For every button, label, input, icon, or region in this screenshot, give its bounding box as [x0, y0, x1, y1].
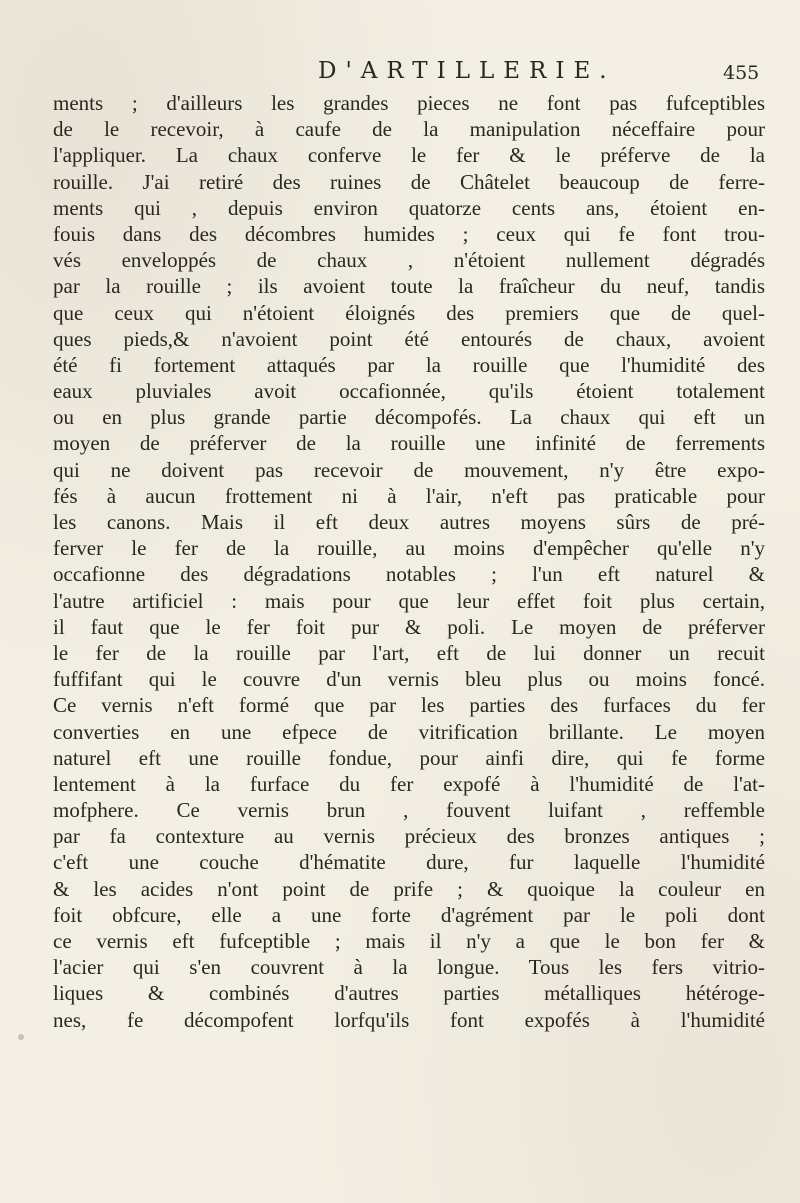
text-line: ques pieds,& n'avoient point été entourés de chaux, avoient [53, 326, 765, 351]
text-line: naturel eft une rouille fondue, pour ainfi dire, qui fe forme [53, 745, 765, 770]
text-line: l'appliquer. La chaux conferve le fer & le préferve de la [53, 143, 765, 168]
text-line: l'autre artificiel : mais pour que leur effet foit plus certain, [53, 588, 765, 613]
page-number: 455 [723, 62, 760, 84]
text-line: les canons. Mais il eft deux autres moyens sûrs de pré- [53, 510, 765, 534]
text-line: occafionne des dégradations notables ; l'un eft naturel & [53, 562, 765, 587]
body-text [53, 90, 765, 1033]
text-line: rouille. J'ai retiré des ruines de Châtelet beaucoup de ferre- [53, 169, 765, 194]
text-line: il faut que le fer foit pur & poli. Le moyen de préferver [53, 614, 765, 639]
text-line: ments qui , depuis environ quatorze cents ans, étoient en- [53, 195, 765, 220]
text-line: moyen de préferver de la rouille une infinité de ferrements [53, 431, 765, 456]
text-line: nes, fe décompofent lorfqu'ils font expofés à l'humidité [53, 1007, 765, 1032]
text-line: fouis dans des décombres humides ; ceux qui fe font trou- [53, 221, 765, 246]
text-line: ferver le fer de la rouille, au moins d'empêcher qu'elle n'y [53, 536, 765, 561]
text-line: l'acier qui s'en couvrent à la longue. Tous les fers vitrio- [53, 955, 765, 980]
text-line: liques & combinés d'autres parties métalliques hétéroge- [53, 981, 765, 1006]
text-line: Ce vernis n'eft formé que par les parties des furfaces du fer [53, 693, 765, 718]
text-line: que ceux qui n'étoient éloignés des premiers que de quel- [53, 300, 765, 325]
text-line: mofphere. Ce vernis brun , fouvent luifant , reffemble [53, 798, 765, 823]
text-line: qui ne doivent pas recevoir de mouvement, n'y être expo- [53, 457, 765, 482]
ink-speck [18, 1034, 24, 1040]
text-line: été fi fortement attaqués par la rouille que l'humidité des [53, 352, 765, 377]
text-line: eaux pluviales avoit occafionnée, qu'ils étoient totalement [53, 379, 765, 404]
text-line: foit obfcure, elle a une forte d'agrément par le poli dont [53, 902, 765, 927]
text-line: lentement à la furface du fer expofé à l'humidité de l'at- [53, 771, 765, 796]
text-line: & les acides n'ont point de prife ; & quoique la couleur en [53, 876, 765, 901]
text-line: par la rouille ; ils avoient toute la fraîcheur du neuf, tandis [53, 274, 765, 299]
text-line: le fer de la rouille par l'art, eft de lui donner un recuit [53, 640, 765, 665]
text-line: fés à aucun frottement ni à l'air, n'eft pas praticable pour [53, 483, 765, 508]
text-line: de le recevoir, à caufe de la manipulation néceffaire pour [53, 117, 765, 142]
text-line: converties en une efpece de vitrification brillante. Le moyen [53, 719, 765, 744]
text-line: ou en plus grande partie décompofés. La chaux qui eft un [53, 405, 765, 430]
running-head [0, 50, 800, 90]
text-line: ments ; d'ailleurs les grandes pieces ne font pas fufceptibles [53, 91, 765, 115]
running-title: D'ARTILLERIE. [318, 58, 616, 84]
text-line: par fa contexture au vernis précieux des bronzes antiques ; [53, 824, 765, 849]
text-line: vés enveloppés de chaux , n'étoient nullement dégradés [53, 248, 765, 273]
text-line: ce vernis eft fufceptible ; mais il n'y a que le bon fer & [53, 929, 765, 953]
text-line: fuffifant qui le couvre d'un vernis bleu plus ou moins foncé. [53, 667, 765, 692]
text-line: c'eft une couche d'hématite dure, fur laquelle l'humidité [53, 850, 765, 875]
